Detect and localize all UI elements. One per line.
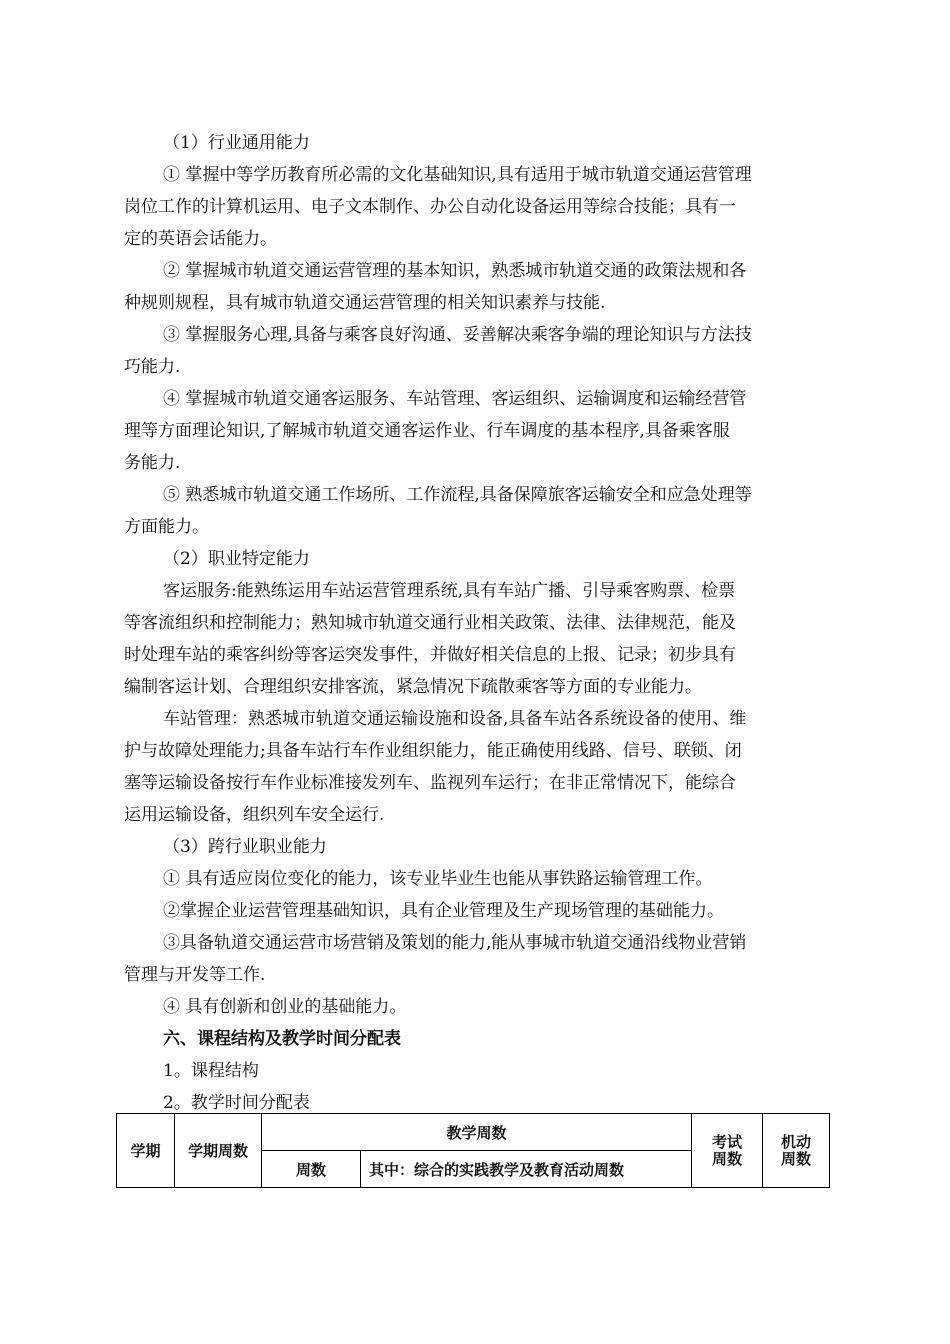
paragraph-line: 时处理车站的乘客纠纷等客运突发事件，并做好相关信息的上报、记录；初步具有 xyxy=(124,645,736,665)
header-weeks: 周数 xyxy=(262,1151,361,1188)
header-teaching-weeks: 教学周数 xyxy=(262,1114,692,1151)
paragraph-line: 种规则规程，具有城市轨道交通运营管理的相关知识素养与技能. xyxy=(124,293,606,313)
paragraph-line: ① 掌握中等学历教育所必需的文化基础知识,具有适用于城市轨道交通运营管理 xyxy=(163,165,752,185)
paragraph-line: 车站管理：熟悉城市轨道交通运输设施和设备,具备车站各系统设备的使用、维 xyxy=(163,709,747,729)
subsection-heading: 2。教学时间分配表 xyxy=(163,1093,310,1113)
paragraph-line: ③具备轨道交通运营市场营销及策划的能力,能从事城市轨道交通沿线物业营销 xyxy=(163,933,747,953)
teaching-time-table xyxy=(116,1113,830,1188)
paragraph-line: 客运服务:能熟练运用车站运营管理系统,具有车站广播、引导乘客购票、检票 xyxy=(163,581,736,601)
paragraph-line: 塞等运输设备按行车作业标准接发列车、监视列车运行；在非正常情况下，能综合 xyxy=(124,773,736,793)
paragraph-line: ③ 掌握服务心理,具备与乘客良好沟通、妥善解决乘客争端的理论知识与方法技 xyxy=(163,325,752,345)
paragraph-line: ④ 具有创新和创业的基础能力。 xyxy=(163,997,407,1017)
paragraph-line: 等客流组织和控制能力；熟知城市轨道交通行业相关政策、法律、法律规范，能及 xyxy=(124,613,736,633)
paragraph-line: ⑤ 熟悉城市轨道交通工作场所、工作流程,具备保障旅客运输安全和应急处理等 xyxy=(163,485,752,505)
paragraph-line: 巧能力. xyxy=(124,357,181,377)
paragraph-line: 定的英语会话能力。 xyxy=(124,229,277,249)
subsection-heading: 1。课程结构 xyxy=(163,1061,259,1081)
paragraph-line: ② 掌握城市轨道交通运营管理的基本知识，熟悉城市轨道交通的政策法规和各 xyxy=(163,261,747,281)
paragraph-line: 理等方面理论知识,了解城市轨道交通客运作业、行车调度的基本程序,具备乘客服 xyxy=(124,421,730,441)
paragraph-line: 运用运输设备，组织列车安全运行. xyxy=(124,805,385,825)
subsection-heading: （1）行业通用能力 xyxy=(163,133,310,153)
paragraph-line: 管理与开发等工作. xyxy=(124,965,266,985)
header-semester: 学期 xyxy=(117,1114,175,1188)
header-semester-weeks: 学期周数 xyxy=(175,1114,262,1188)
paragraph-line: 方面能力。 xyxy=(124,517,209,537)
paragraph-line: ① 具有适应岗位变化的能力，该专业毕业生也能从事铁路运输管理工作。 xyxy=(163,869,713,889)
paragraph-line: 护与故障处理能力;具备车站行车作业组织能力，能正确使用线路、信号、联锁、闭 xyxy=(124,741,742,761)
paragraph-line: ④ 掌握城市轨道交通客运服务、车站管理、客运组织、运输调度和运输经营管 xyxy=(163,389,747,409)
subsection-heading: （2）职业特定能力 xyxy=(163,549,310,569)
paragraph-line: 务能力. xyxy=(124,453,181,473)
paragraph-line: 岗位工作的计算机运用、电子文本制作、办公自动化设备运用等综合技能；具有一 xyxy=(124,197,736,217)
subsection-heading: （3）跨行业职业能力 xyxy=(163,837,327,857)
header-flexible-weeks: 机动 周数 xyxy=(763,1114,830,1188)
header-exam-weeks: 考试 周数 xyxy=(692,1114,763,1188)
header-practice-weeks: 其中：综合的实践教学及教育活动周数 xyxy=(361,1151,692,1188)
paragraph-line: 编制客运计划、合理组织安排客流，紧急情况下疏散乘客等方面的专业能力。 xyxy=(124,677,702,697)
paragraph-line: ②掌握企业运营管理基础知识，具有企业管理及生产现场管理的基础能力。 xyxy=(163,901,724,921)
section-heading: 六、课程结构及教学时间分配表 xyxy=(163,1029,401,1049)
